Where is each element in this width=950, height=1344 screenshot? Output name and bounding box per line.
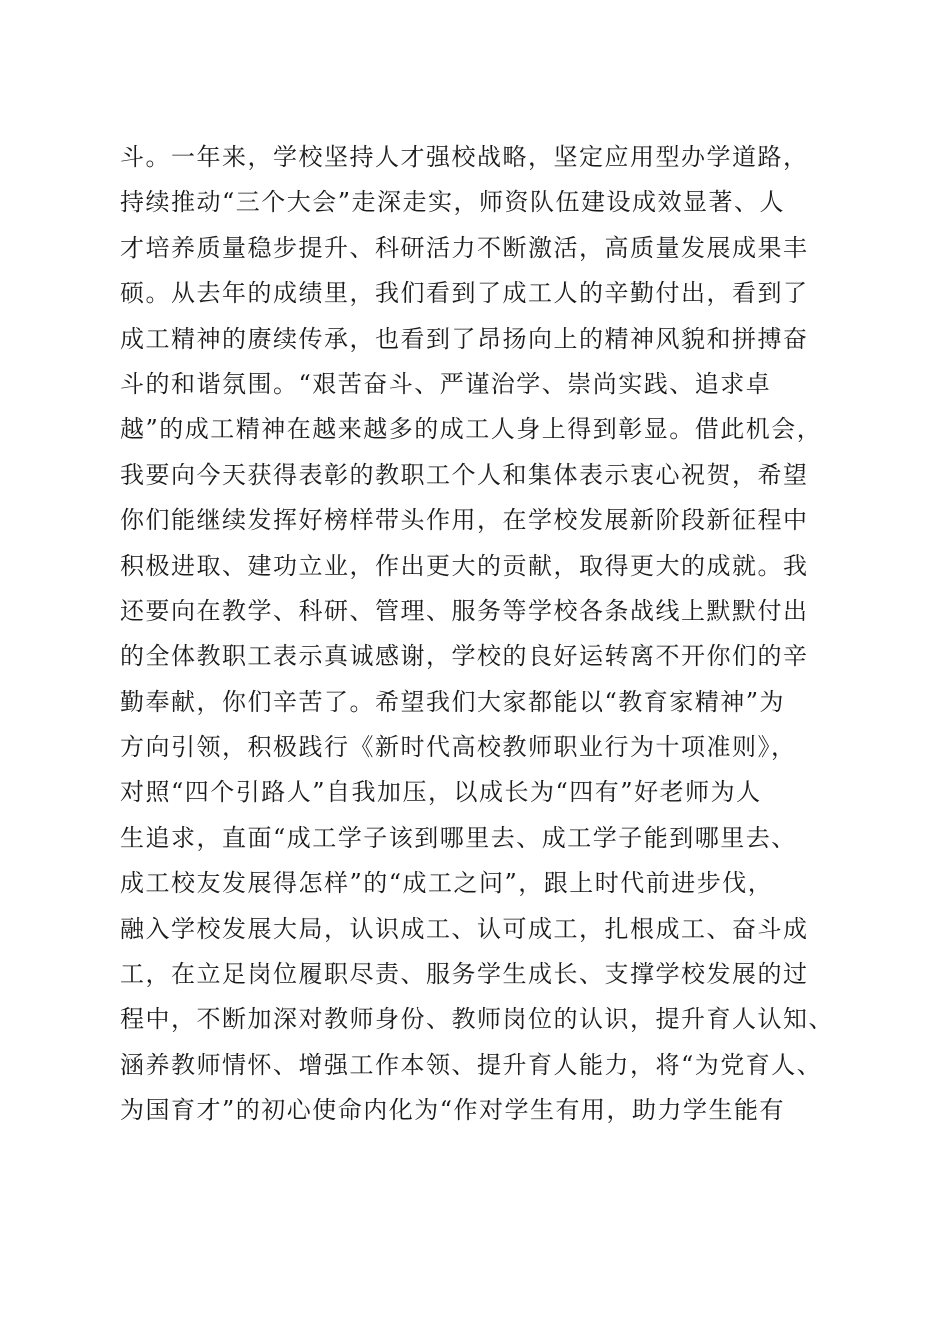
text-line: 工，在立足岗位履职尽责、服务学生成长、支撑学校发展的过 xyxy=(120,960,809,989)
text-line: 成工精神的赓续传承，也看到了昂扬向上的精神风貌和拼搏奋 xyxy=(120,324,809,353)
body-paragraph xyxy=(120,135,840,1134)
text-line: 融入学校发展大局，认识成工、认可成工，扎根成工、奋斗成 xyxy=(120,914,809,943)
text-line: 斗的和谐氛围。“艰苦奋斗、严谨治学、崇尚实践、追求卓 xyxy=(120,369,772,398)
text-line: 的全体教职工表示真诚感谢，学校的良好运转离不开你们的辛 xyxy=(120,642,809,671)
text-line: 为国育才”的初心使命内化为“作对学生有用，助力学生能有 xyxy=(120,1096,786,1125)
text-line: 持续推动“三个大会”走深走实，师资队伍建设成效显著、人 xyxy=(120,188,786,217)
text-line: 积极进取、建功立业，作出更大的贡献，取得更大的成就。我 xyxy=(120,551,809,580)
text-line: 程中，不断加深对教师身份、教师岗位的认识，提升育人认知、 xyxy=(120,1005,834,1034)
text-line: 才培养质量稳步提升、科研活力不断激活，高质量发展成果丰 xyxy=(120,233,809,262)
text-line: 对照“四个引路人”自我加压，以成长为“四有”好老师为人 xyxy=(120,778,762,807)
text-line: 方向引领，积极践行《新时代高校教师职业行为十项准则》， xyxy=(120,733,797,762)
text-line: 越”的成工精神在越来越多的成工人身上得到彰显。借此机会， xyxy=(120,415,823,444)
text-line: 勤奉献，你们辛苦了。希望我们大家都能以“教育家精神”为 xyxy=(120,687,786,716)
text-line: 我要向今天获得表彰的教职工个人和集体表示衷心祝贺，希望 xyxy=(120,460,809,489)
text-line: 硕。从去年的成绩里，我们看到了成工人的辛勤付出，看到了 xyxy=(120,279,809,308)
text-line: 还要向在教学、科研、管理、服务等学校各条战线上默默付出 xyxy=(120,596,809,625)
text-line: 涵养教师情怀、增强工作本领、提升育人能力，将“为党育人、 xyxy=(120,1050,823,1079)
text-line: 你们能继续发挥好榜样带头作用，在学校发展新阶段新征程中 xyxy=(120,506,809,535)
text-line: 生追求，直面“成工学子该到哪里去、成工学子能到哪里去、 xyxy=(120,823,797,852)
text-line: 斗。一年来，学校坚持人才强校战略，坚定应用型办学道路， xyxy=(120,143,809,171)
text-line: 成工校友发展得怎样”的“成工之问”，跟上时代前进步伐， xyxy=(120,869,774,898)
